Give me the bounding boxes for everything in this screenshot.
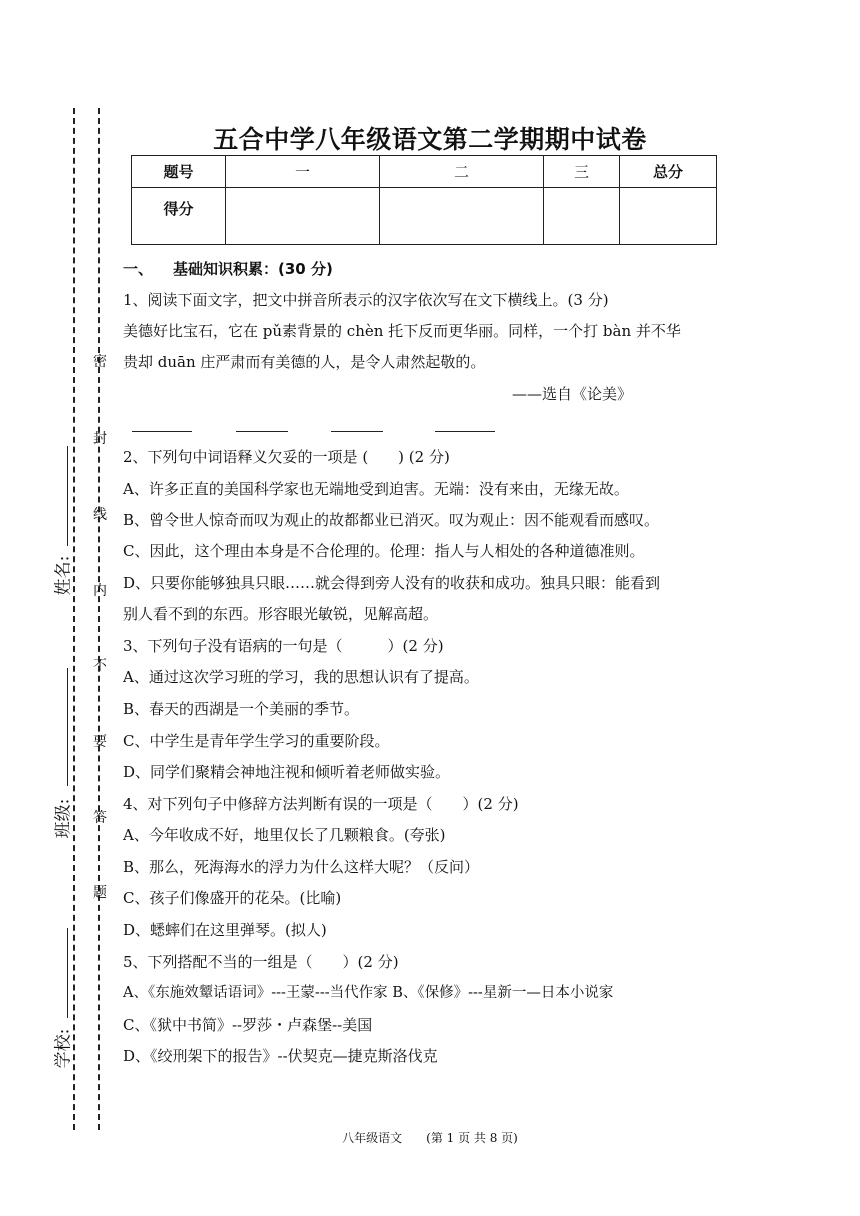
row-label-score: 得分 — [132, 188, 226, 245]
option-a: A、通过这次学习班的学习，我的思想认识有了提高。 — [123, 668, 479, 686]
binding-line-outer — [73, 108, 75, 1130]
binding-line-inner — [98, 108, 100, 1130]
option-c: C、《狱中书简》--罗莎・卢森堡--美国 — [123, 1016, 373, 1034]
option-d: D、《绞刑架下的报告》--伏契克—捷克斯洛伐克 — [123, 1047, 438, 1065]
section-title: 基础知识积累：(30 分) — [173, 260, 333, 278]
score-cell-1[interactable] — [226, 188, 380, 245]
header-total: 总分 — [620, 156, 717, 188]
answer-blank[interactable] — [331, 431, 383, 432]
passage-source: ——选自《论美》 — [512, 385, 633, 403]
class-label: 班级: — [53, 798, 74, 839]
option-a: A、许多正直的美国科学家也无端地受到迫害。无端：没有来由，无缘无故。 — [123, 480, 629, 498]
seal-char: 不 — [93, 658, 107, 674]
seal-char: 内 — [93, 583, 107, 599]
score-cell-3[interactable] — [544, 188, 620, 245]
question-2-stem: 2、下列句中词语释义欠妥的一项是 ( ) (2 分) — [123, 448, 450, 466]
seal-char: 线 — [93, 507, 107, 523]
seal-char: 密 — [93, 354, 107, 370]
section-heading — [123, 258, 333, 279]
option-b: B、春天的西湖是一个美丽的季节。 — [123, 700, 360, 718]
option-a: A、今年收成不好，地里仅长了几颗粮食。(夸张) — [123, 826, 446, 844]
answer-blank[interactable] — [435, 431, 495, 432]
question-4-stem: 4、对下列句子中修辞方法判断有误的一项是（ ）(2 分) — [123, 795, 519, 813]
header-part-2: 二 — [380, 156, 544, 188]
seal-char: 封 — [93, 431, 107, 447]
score-cell-2[interactable] — [380, 188, 544, 245]
name-blank[interactable] — [67, 446, 68, 546]
score-table — [131, 155, 717, 245]
section-number: 一、 — [123, 260, 154, 278]
question-1-stem: 1、阅读下面文字，把文中拼音所表示的汉字依次写在文下横线上。(3 分) — [123, 291, 609, 309]
passage-line: 贵却 duān 庄严肃而有美德的人，是令人肃然起敬的。 — [123, 353, 486, 371]
option-b: B、曾令世人惊奇而叹为观止的故都都业已消灭。叹为观止：因不能观看而感叹。 — [123, 511, 660, 529]
option-d-continued: 别人看不到的东西。形容眼光敏锐，见解高超。 — [123, 605, 439, 623]
header-part-1: 一 — [226, 156, 380, 188]
seal-char: 要 — [93, 734, 107, 750]
page-footer: 八年级语文 (第 1 页 共 8 页) — [342, 1131, 518, 1145]
option-c: C、因此，这个理由本身是不合伦理的。伦理：指人与人相处的各种道德准则。 — [123, 542, 645, 560]
page-title: 五合中学八年级语文第二学期期中试卷 — [213, 125, 647, 154]
score-cell-total[interactable] — [620, 188, 717, 245]
question-3-stem: 3、下列句子没有语病的一句是（ ）(2 分) — [123, 637, 444, 655]
option-c: C、孩子们像盛开的花朵。(比喻) — [123, 889, 342, 907]
passage-line: 美德好比宝石，它在 pǔ素背景的 chèn 托下反而更华丽。同样，一个打 bàn 并不华 — [123, 322, 681, 340]
class-blank[interactable] — [67, 668, 68, 786]
header-part-3: 三 — [544, 156, 620, 188]
answer-blank[interactable] — [236, 431, 288, 432]
option-d: D、蟋蟀们在这里弹琴。(拟人) — [123, 921, 327, 939]
option-a-b: A、《东施效颦话语词》---王蒙---当代作家 B、《保修》---星新一—日本小说家 — [123, 985, 614, 1001]
option-d: D、同学们聚精会神地注视和倾听着老师做实验。 — [123, 763, 451, 781]
seal-char: 题 — [93, 885, 107, 901]
seal-char: 答 — [93, 810, 107, 826]
school-blank[interactable] — [67, 928, 68, 1018]
header-question-no: 题号 — [132, 156, 226, 188]
option-d: D、只要你能够独具只眼……就会得到旁人没有的收获和成功。独具只眼：能看到 — [123, 574, 661, 592]
question-5-stem: 5、下列搭配不当的一组是（ ）(2 分) — [123, 953, 399, 971]
name-label: 姓名: — [53, 555, 74, 596]
option-b: B、那么，死海海水的浮力为什么这样大呢？（反问） — [123, 858, 480, 876]
answer-blank[interactable] — [132, 431, 192, 432]
school-label: 学校: — [53, 1028, 74, 1069]
option-c: C、中学生是青年学生学习的重要阶段。 — [123, 732, 390, 750]
